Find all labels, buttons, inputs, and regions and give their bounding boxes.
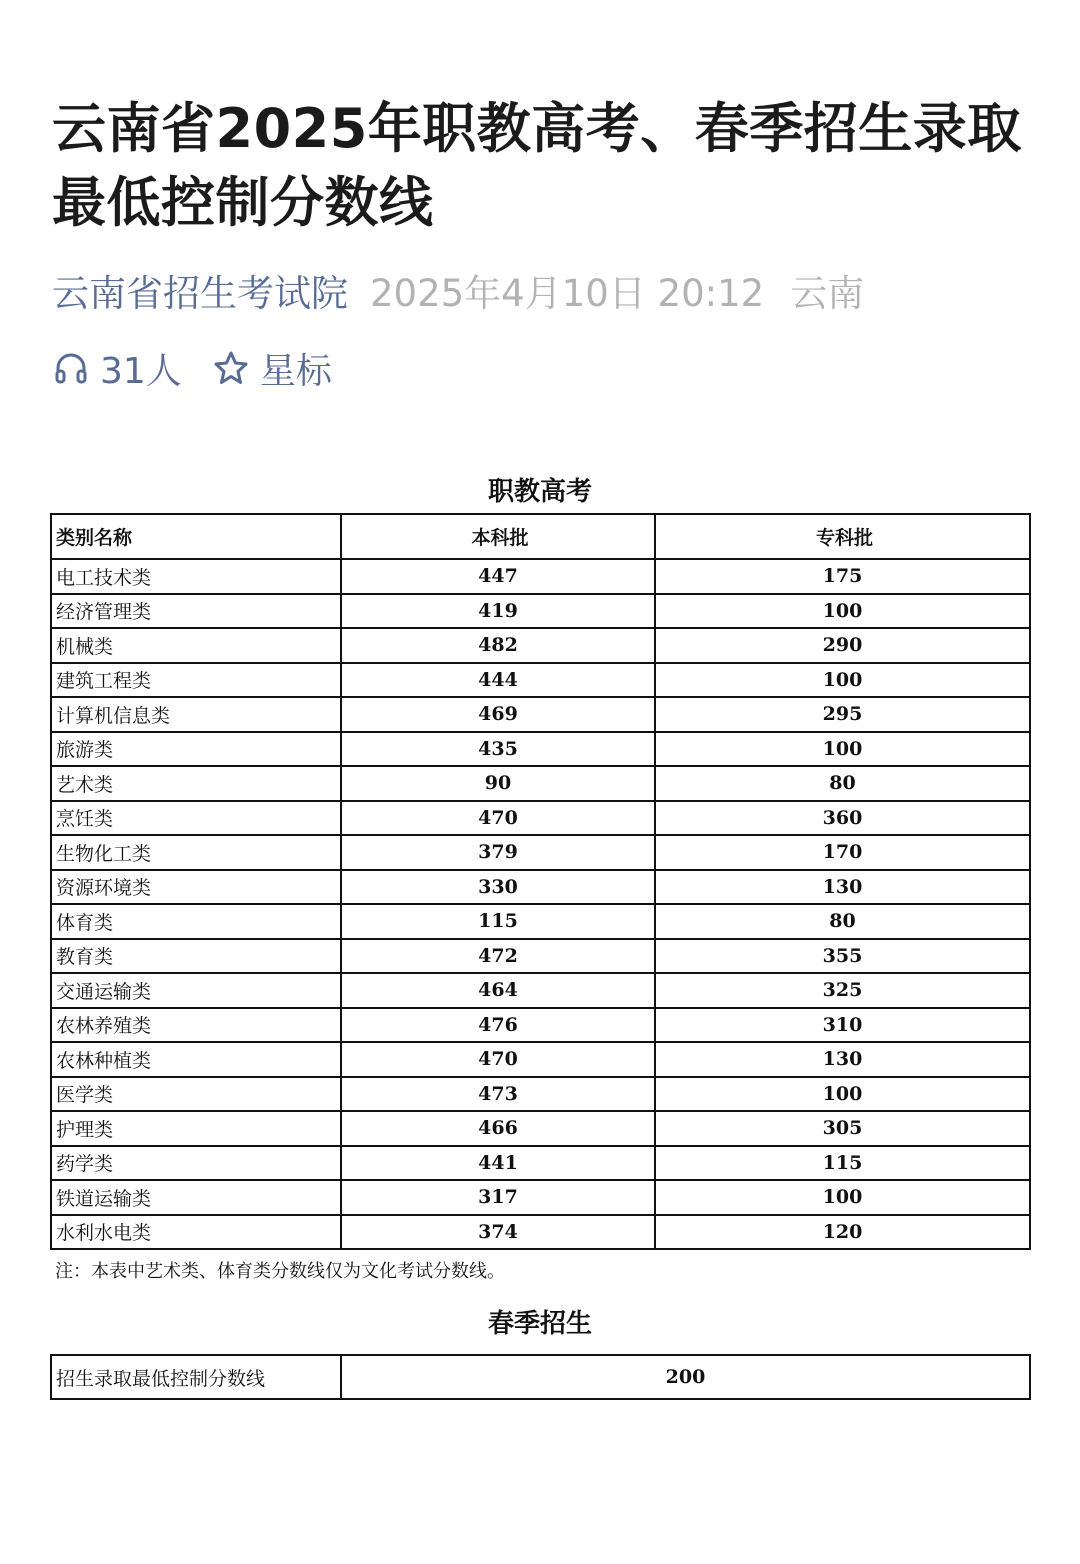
- table-row: [51, 1215, 1030, 1250]
- table-row: [51, 939, 1030, 974]
- undergraduate-score-cell: 419: [341, 594, 655, 629]
- category-cell: 水利水电类: [51, 1215, 341, 1250]
- category-cell: 烹饪类: [51, 801, 341, 836]
- junior-college-score-cell: 170: [655, 835, 1030, 870]
- table-row: [51, 1111, 1030, 1146]
- undergraduate-score-cell: 90: [341, 766, 655, 801]
- undergraduate-score-cell: 444: [341, 663, 655, 698]
- category-cell: 艺术类: [51, 766, 341, 801]
- table-row: [51, 1008, 1030, 1043]
- undergraduate-score-cell: 447: [341, 559, 655, 594]
- table-row: [51, 628, 1030, 663]
- publish-location: 云南: [790, 272, 865, 315]
- header-junior-college: 专科批: [655, 514, 1030, 559]
- category-cell: 计算机信息类: [51, 697, 341, 732]
- publish-date: 2025年4月10日 20:12: [370, 272, 765, 315]
- category-cell: 铁道运输类: [51, 1180, 341, 1215]
- table-row: [51, 663, 1030, 698]
- category-cell: 交通运输类: [51, 973, 341, 1008]
- junior-college-score-cell: 295: [655, 697, 1030, 732]
- undergraduate-score-cell: 472: [341, 939, 655, 974]
- undergraduate-score-cell: 330: [341, 870, 655, 905]
- junior-college-score-cell: 290: [655, 628, 1030, 663]
- category-cell: 电工技术类: [51, 559, 341, 594]
- category-cell: 教育类: [51, 939, 341, 974]
- junior-college-score-cell: 175: [655, 559, 1030, 594]
- listen-button[interactable]: [52, 343, 182, 394]
- spring-label-cell: 招生录取最低控制分数线: [51, 1355, 341, 1399]
- table-row: [51, 732, 1030, 767]
- junior-college-score-cell: 120: [655, 1215, 1030, 1250]
- junior-college-score-cell: 310: [655, 1008, 1030, 1043]
- undergraduate-score-cell: 482: [341, 628, 655, 663]
- table-row: [51, 697, 1030, 732]
- category-cell: 医学类: [51, 1077, 341, 1112]
- junior-college-score-cell: 100: [655, 594, 1030, 629]
- category-cell: 护理类: [51, 1111, 341, 1146]
- category-cell: 药学类: [51, 1146, 341, 1181]
- junior-college-score-cell: 100: [655, 732, 1030, 767]
- undergraduate-score-cell: 469: [341, 697, 655, 732]
- junior-college-score-cell: 305: [655, 1111, 1030, 1146]
- table-row: [51, 835, 1030, 870]
- headphones-icon: [52, 349, 90, 387]
- undergraduate-score-cell: 476: [341, 1008, 655, 1043]
- category-cell: 旅游类: [51, 732, 341, 767]
- category-cell: 经济管理类: [51, 594, 341, 629]
- table-row: [51, 1077, 1030, 1112]
- article-meta: [52, 268, 1052, 320]
- undergraduate-score-cell: 464: [341, 973, 655, 1008]
- star-label: 星标: [259, 350, 332, 392]
- undergraduate-score-cell: 374: [341, 1215, 655, 1250]
- table-row: [51, 1355, 1030, 1399]
- table-row: [51, 904, 1030, 939]
- junior-college-score-cell: 100: [655, 1180, 1030, 1215]
- junior-college-score-cell: 360: [655, 801, 1030, 836]
- table-row: [51, 1146, 1030, 1181]
- vocational-score-table: [50, 513, 1031, 1250]
- undergraduate-score-cell: 473: [341, 1077, 655, 1112]
- article-title: 云南省2025年职教高考、春季招生录取最低控制分数线: [52, 97, 1022, 234]
- table-row: [51, 559, 1030, 594]
- table-row: [51, 1042, 1030, 1077]
- junior-college-score-cell: 100: [655, 663, 1030, 698]
- undergraduate-score-cell: 466: [341, 1111, 655, 1146]
- header-undergraduate: 本科批: [341, 514, 655, 559]
- table-note: 注：本表中艺术类、体育类分数线仅为文化考试分数线。: [55, 1261, 505, 1282]
- spring-score-table: [50, 1354, 1031, 1400]
- table-row: [51, 594, 1030, 629]
- junior-college-score-cell: 80: [655, 766, 1030, 801]
- article-stats: [52, 342, 332, 394]
- listen-count: 31人: [100, 350, 182, 392]
- junior-college-score-cell: 130: [655, 1042, 1030, 1077]
- undergraduate-score-cell: 379: [341, 835, 655, 870]
- header-category: 类别名称: [51, 514, 341, 559]
- category-cell: 生物化工类: [51, 835, 341, 870]
- source-account-link[interactable]: 云南省招生考试院: [52, 272, 348, 315]
- undergraduate-score-cell: 441: [341, 1146, 655, 1181]
- category-cell: 资源环境类: [51, 870, 341, 905]
- undergraduate-score-cell: 470: [341, 801, 655, 836]
- junior-college-score-cell: 130: [655, 870, 1030, 905]
- junior-college-score-cell: 80: [655, 904, 1030, 939]
- spring-section-title: 春季招生: [487, 1309, 592, 1339]
- undergraduate-score-cell: 470: [341, 1042, 655, 1077]
- table-row: [51, 766, 1030, 801]
- junior-college-score-cell: 355: [655, 939, 1030, 974]
- undergraduate-score-cell: 435: [341, 732, 655, 767]
- category-cell: 机械类: [51, 628, 341, 663]
- category-cell: 建筑工程类: [51, 663, 341, 698]
- vocational-section-title: 职教高考: [487, 477, 592, 507]
- table-row: [51, 973, 1030, 1008]
- star-button[interactable]: [212, 343, 332, 394]
- table-row: [51, 801, 1030, 836]
- undergraduate-score-cell: 115: [341, 904, 655, 939]
- category-cell: 农林养殖类: [51, 1008, 341, 1043]
- category-cell: 农林种植类: [51, 1042, 341, 1077]
- table-header-row: [51, 514, 1030, 559]
- junior-college-score-cell: 100: [655, 1077, 1030, 1112]
- star-outline-icon: [212, 349, 250, 387]
- undergraduate-score-cell: 317: [341, 1180, 655, 1215]
- junior-college-score-cell: 115: [655, 1146, 1030, 1181]
- spring-value-cell: 200: [341, 1355, 1030, 1399]
- category-cell: 体育类: [51, 904, 341, 939]
- table-row: [51, 870, 1030, 905]
- table-row: [51, 1180, 1030, 1215]
- junior-college-score-cell: 325: [655, 973, 1030, 1008]
